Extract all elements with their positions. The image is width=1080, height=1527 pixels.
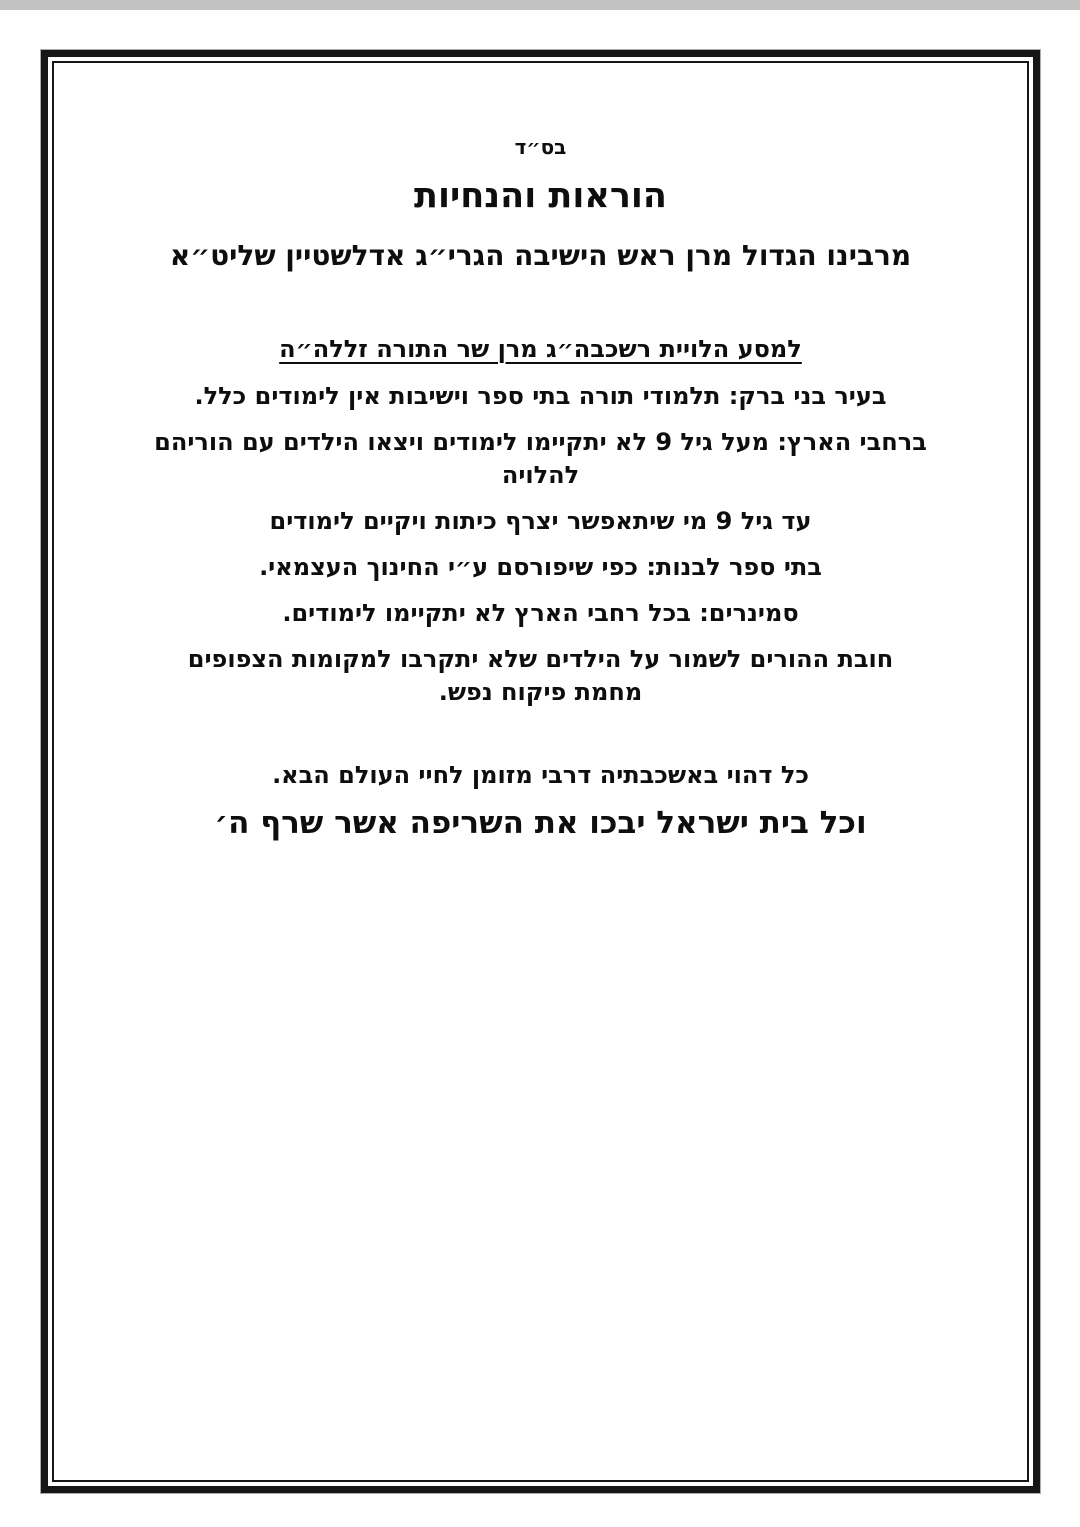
document-subtitle: מרבינו הגדול מרן ראש הישיבה הגרי״ג אדלשטיין שליט״א <box>169 239 912 272</box>
directive-line: סמינרים: בכל רחבי הארץ לא יתקיימו לימודים. <box>282 598 799 627</box>
final-line: וכל בית ישראל יבכו את השריפה אשר שרף ה׳ <box>214 805 867 842</box>
closing-line: כל דהוי באשכבתיה דרבי מזומן לחיי העולם הבא. <box>272 760 809 789</box>
directive-parents-duty <box>54 643 1027 709</box>
scan-edge-strip <box>0 0 1080 10</box>
directive-line: בעיר בני ברק: תלמודי תורה בתי ספר וישיבות אין לימודים כלל. <box>194 381 887 410</box>
inner-border <box>52 61 1029 1482</box>
directive-under-age-9 <box>54 505 1027 538</box>
document-content <box>54 63 1027 843</box>
directive-countrywide <box>54 426 1027 492</box>
bsd-header: בס״ד <box>514 135 567 159</box>
directive-line: מחמת פיקוח נפש. <box>438 677 643 706</box>
directive-line: ברחבי הארץ: מעל גיל 9 לא יתקיימו לימודים ויצאו הילדים עם הוריהם <box>154 427 927 456</box>
directive-line: עד גיל 9 מי שיתאפשר יצרף כיתות ויקיים לימודים <box>269 506 812 535</box>
directive-line: להלויה <box>501 460 580 489</box>
document-title: הוראות והנחיות <box>414 176 667 216</box>
directive-girls-schools <box>54 551 1027 584</box>
decorative-double-border <box>41 50 1040 1493</box>
directive-line: בתי ספר לבנות: כפי שיפורסם ע״י החינוך העצמאי. <box>259 552 822 581</box>
section-heading: למסע הלויית רשכבה״ג מרן שר התורה זללה״ה <box>279 334 802 363</box>
directive-seminaries <box>54 597 1027 630</box>
directive-line: חובת ההורים לשמור על הילדים שלא יתקרבו למקומות הצפופים <box>187 644 894 673</box>
directive-bnei-brak <box>54 380 1027 413</box>
